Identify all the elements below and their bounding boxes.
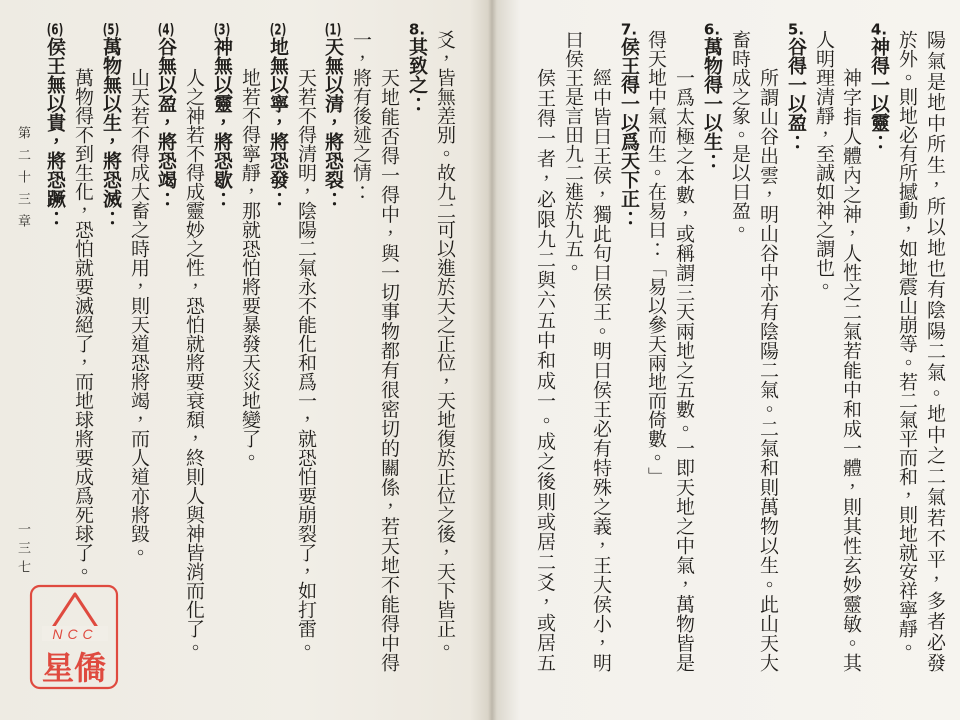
text-line: 爻，皆無差別。故九二可以進於天之正位，天地復於正位之後，天下皆正。 [434, 30, 456, 657]
text-line: 天若不得清明，陰陽二氣永不能化和爲一，就恐怕要崩裂了，如打雷。 [295, 68, 317, 657]
heading-text: 侯王無以貴，將恐蹶： [44, 37, 66, 227]
text-line: 萬物得不到生化，恐怕就要滅絕了，而地球將要成爲死球了。 [72, 68, 94, 581]
text-line: 侯王得一者，必限九二與六五中和成一。成之後則或居二爻，或居五 [534, 68, 556, 672]
text-line: 天地能否得一得中，與一切事物都有很密切的關係，若天地不能得中得 [378, 68, 400, 672]
chapter-label: 第二十三章 [15, 126, 30, 236]
text-line: 於外。則地必有所撼動，如地震山崩等。若二氣平而和，則地就安祥寧靜。 [896, 30, 918, 657]
heading-number: (4) [157, 22, 175, 37]
text-line: 曰侯王是言田九二進於九五。 [562, 30, 584, 277]
text-line: 人之神若不得成靈妙之性，恐怕就將要衰頹，終則人與神皆消而化了。 [183, 68, 205, 657]
stamp-logo-text: NCC [52, 626, 98, 642]
section-heading [785, 22, 807, 664]
subsection-heading [155, 22, 177, 664]
subsection-heading [211, 22, 233, 664]
text-line: 一爲太極之本數，或稱謂三天兩地之五數。一即天地之中氣，萬物皆是 [673, 68, 695, 672]
text-line: 經中皆曰王侯，獨此句曰侯王。明曰侯王必有特殊之義，王大侯小，明 [590, 68, 612, 672]
section-heading [701, 22, 723, 664]
heading-text: 萬物得一以生： [701, 37, 723, 170]
ncc-logo-stamp [28, 583, 122, 693]
heading-text: 地無以寧，將恐發： [267, 37, 289, 208]
section-heading [868, 22, 890, 664]
heading-number: 4. [870, 22, 888, 37]
text-line: 一，將有後述之情： [350, 30, 372, 201]
text-line: 人明理清靜，至誠如神之謂也。 [813, 30, 835, 296]
heading-text: 谷得一以盈： [785, 37, 807, 151]
text-line: 陽氣是地中所生，所以地也有陰陽二氣。地中之二氣若不平，多者必發 [924, 30, 946, 672]
heading-number: 7. [620, 22, 638, 37]
text-line: 得天地中氣而生。在易曰：「易以參天兩地而倚數。」 [645, 30, 667, 486]
text-line: 畜時成之象。是以曰盈。 [729, 30, 751, 239]
heading-number: (2) [269, 22, 287, 37]
subsection-heading [100, 22, 122, 664]
heading-text: 侯王得一以爲天下正： [618, 37, 640, 227]
section-heading [618, 22, 640, 664]
heading-text: 萬物無以生，將恐滅： [100, 37, 122, 227]
heading-text: 神無以靈，將恐歇： [211, 37, 233, 208]
heading-text: 天無以清，將恐裂： [322, 37, 344, 208]
heading-text: 谷無以盈，將恐竭： [155, 37, 177, 208]
heading-number: 5. [787, 22, 805, 37]
heading-number: (5) [102, 22, 120, 37]
text-line: 山天若不得成大畜之時用，則天道恐將竭，而人道亦將毀。 [128, 68, 150, 562]
heading-number: (1) [324, 22, 342, 37]
section-heading [406, 22, 428, 664]
text-line: 神字指人體內之神，人性之二氣若能中和成一體，則其性玄妙靈敏。其 [840, 68, 862, 672]
subsection-heading [267, 22, 289, 664]
right-page [496, 0, 960, 720]
heading-number: (3) [213, 22, 231, 37]
subsection-heading [322, 22, 344, 664]
page-number: 一三七 [15, 522, 30, 579]
subsection-heading [44, 22, 66, 664]
text-line: 所謂山谷出雲，明山谷中亦有陰陽二氣。二氣和則萬物以生。此山天大 [757, 68, 779, 672]
heading-number: (6) [46, 22, 64, 37]
heading-number: 8. [408, 22, 426, 37]
heading-text: 神得一以靈： [868, 37, 890, 151]
stamp-name: 星僑 [41, 649, 107, 687]
heading-number: 6. [703, 22, 721, 37]
text-line: 地若不得寧靜，那就恐怕將要暴發天災地變了。 [239, 68, 261, 467]
heading-text: 其致之： [406, 37, 428, 113]
